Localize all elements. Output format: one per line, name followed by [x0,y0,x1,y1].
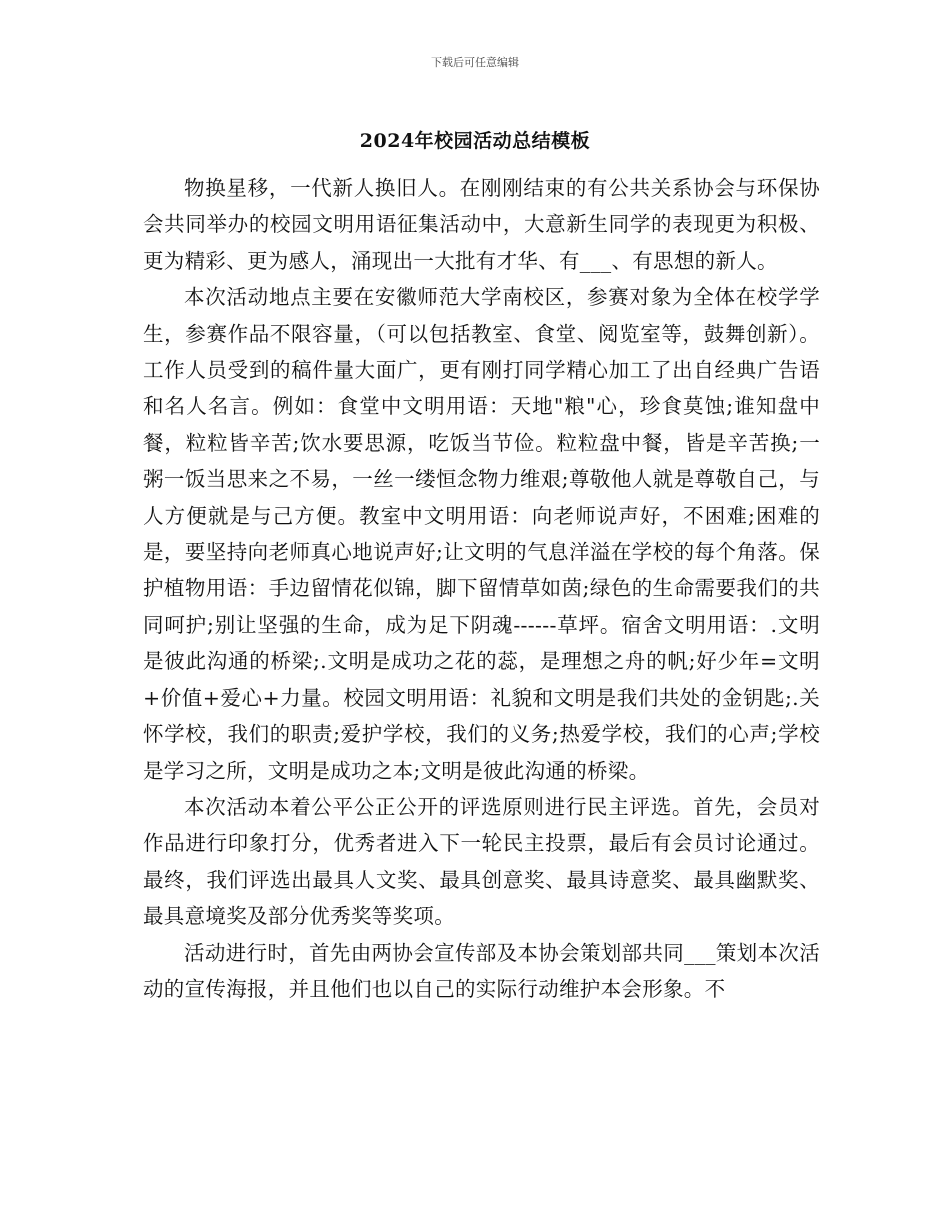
paragraph-evaluation: 本次活动本着公平公正公开的评选原则进行民主评选。首先，会员对作品进行印象打分，优秀者进入下一轮民主投票，最后有会员讨论通过。最终，我们评选出最具人文奖、最具创意奖、最具诗意奖、最具幽默奖、最具意境奖及部分优秀奖等奖项。 [143,794,820,929]
document-title: 2024年校园活动总结模板 [359,130,591,152]
document-body [143,170,820,1007]
header-note: 下载后可任意编辑 [431,56,519,69]
paragraph-promotion: 活动进行时，首先由两协会宣传部及本协会策划部共同___策划本次活动的宣传海报，并且他们也以自己的实际行动维护本会形象。不 [143,940,820,1001]
paragraph-activity-details: 本次活动地点主要在安徽师范大学南校区，参赛对象为全体在校学学生，参赛作品不限容量，（可以包括教室、食堂、阅览室等，鼓舞创新）。工作人员受到的稿件量大面广，更有刚打同学精心加工了出自经典广告语和名人名言。例如：食堂中文明用语：天地"粮"心，珍食莫蚀;谁知盘中餐，粒粒皆辛苦;饮水要思源，吃饭当节俭。粒粒盘中餐，皆是辛苦换;一粥一饭当思来之不易，一丝一缕恒念物力维艰;尊敬他人就是尊敬自己，与人方便就是与己方便。教室中文明用语：向老师说声好，不困难;困难的是，要坚持向老师真心地说声好;让文明的气息洋溢在学校的每个角落。保护植物用语：手边留情花似锦，脚下留情草如茵;绿色的生命需要我们的共同呵护;别让坚强的生命，成为足下阴魂------草坪。宿舍文明用语：.文明是彼此沟通的桥梁;.文明是成功之花的蕊，是理想之舟的帆;好少年=文明+价值+爱心+力量。校园文明用语：礼貌和文明是我们共处的金钥匙;.关怀学校，我们的职责;爱护学校，我们的义务;热爱学校，我们的心声;学校是学习之所，文明是成功之本;文明是彼此沟通的桥梁。 [143,285,820,783]
paragraph-intro: 物换星移，一代新人换旧人。在刚刚结束的有公共关系协会与环保协会共同举办的校园文明用语征集活动中，大意新生同学的表现更为积极、更为精彩、更为感人，涌现出一大批有才华、有___、有思想的新人。 [143,176,820,273]
